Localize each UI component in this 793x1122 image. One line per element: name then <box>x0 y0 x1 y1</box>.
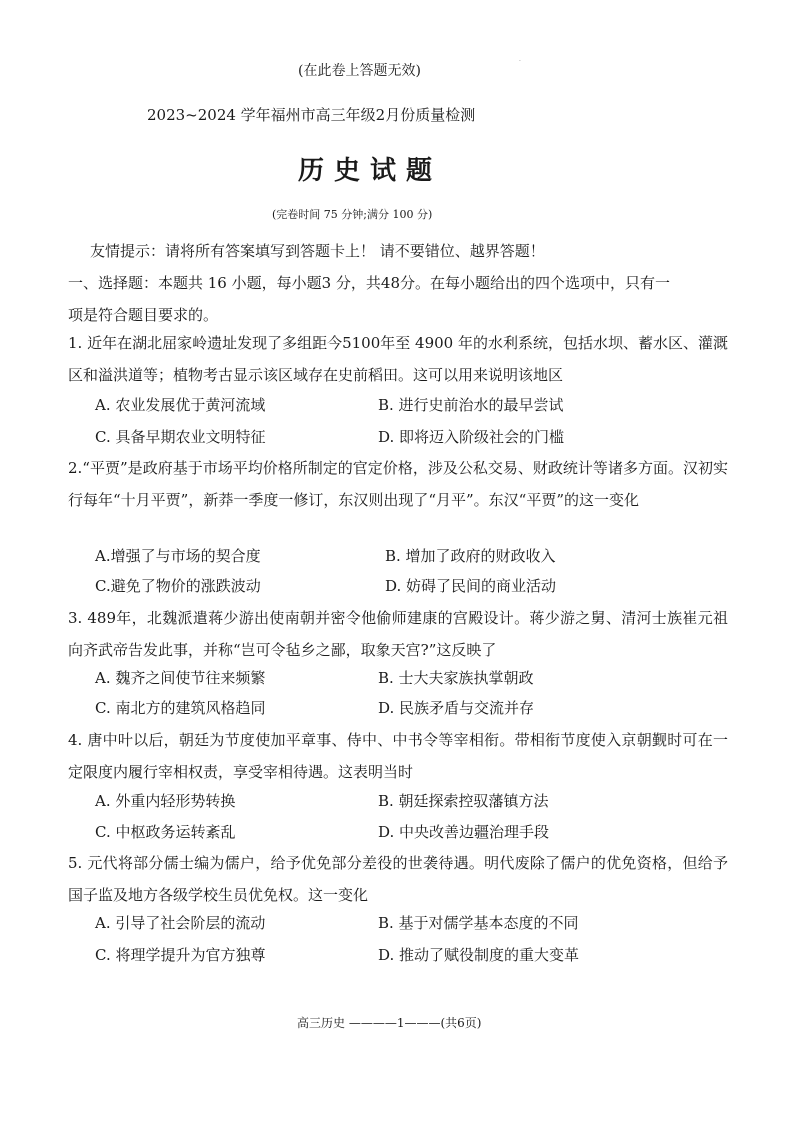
question-4-option-b: B. 朝廷探索控驭藩镇方法 <box>378 792 549 810</box>
instructions-line-1: 一、选择题：本题共 16 小题，每小题3 分，共48分。在每小题给出的四个选项中，只有一 <box>68 274 671 292</box>
exam-meta: (完卷时间 75 分钟;满分 100 分) <box>272 208 433 221</box>
question-1-option-d: D. 即将迈入阶级社会的门槛 <box>378 428 565 446</box>
question-1-option-a: A. 农业发展优于黄河流域 <box>95 396 266 414</box>
friendly-tip: 友情提示：请将所有答案填写到答题卡上！ 请不要错位、越界答题！ <box>90 242 545 260</box>
question-4-stem: 4. 唐中叶以后，朝廷为节度使加平章事、侍中、中书令等宰相衔。带相衔节度使入京朝觐时可在一定限度内履行宰相权责，享受宰相待遇。这表明当时 <box>68 731 728 781</box>
question-1-option-c: C. 具备早期农业文明特征 <box>95 428 266 446</box>
question-2-option-b: B. 增加了政府的财政收入 <box>385 547 556 565</box>
question-3-option-c: C. 南北方的建筑风格趋同 <box>95 699 266 717</box>
question-3-option-d: D. 民族矛盾与交流并存 <box>378 699 535 717</box>
question-4-option-d: D. 中央改善边疆治理手段 <box>378 823 550 841</box>
scan-speck: · <box>519 58 521 65</box>
question-2-stem: 2.“平贾”是政府基于市场平均价格所制定的官定价格，涉及公私交易、财政统计等诸多方面。汉初实行每年“十月平贾”，新莽一季度一修订，东汉则出现了“月平”。东汉“平贾”的这一变化 <box>68 459 728 509</box>
page-footer: 高三历史 ————1———(共6页) <box>297 1016 482 1030</box>
question-5-option-d: D. 推动了赋役制度的重大变革 <box>378 946 580 964</box>
question-4-option-a: A. 外重内轻形势转换 <box>95 792 236 810</box>
question-3-option-b: B. 士大夫家族执掌朝政 <box>378 669 534 687</box>
question-1-stem: 1. 近年在湖北屈家岭遗址发现了多组距今5100年至 4900 年的水利系统，包括水坝、蓄水区、灌溉区和溢洪道等；植物考古显示该区域存在史前稻田。这可以用来说明该地区 <box>68 334 728 384</box>
question-3-option-a: A. 魏齐之间使节往来频繁 <box>95 669 266 687</box>
question-2-option-a: A.增强了与市场的契合度 <box>95 547 261 565</box>
question-5-option-c: C. 将理学提升为官方独尊 <box>95 946 266 964</box>
question-5-option-b: B. 基于对儒学基本态度的不同 <box>378 914 579 932</box>
question-1-option-b: B. 进行史前治水的最早尝试 <box>378 396 564 414</box>
question-5-option-a: A. 引导了社会阶层的流动 <box>95 914 266 932</box>
question-2-option-d: D. 妨碍了民间的商业活动 <box>385 577 557 595</box>
exam-name: 2023~2024 学年福州市高三年级2月份质量检测 <box>147 106 476 124</box>
question-3-stem: 3. 489年，北魏派遣蒋少游出使南朝并密令他偷师建康的宫殿设计。蒋少游之舅、清河士族崔元祖向齐武帝告发此事，并称“岂可令毡乡之鄙，取象天宫?”这反映了 <box>68 609 728 659</box>
question-5-stem: 5. 元代将部分儒士编为儒户，给予优免部分差役的世袭待遇。明代废除了儒户的优免资格，但给予国子监及地方各级学校生员优免权。这一变化 <box>68 854 728 904</box>
answer-notice: (在此卷上答题无效) <box>298 63 421 79</box>
instructions-line-2: 项是符合题目要求的。 <box>68 306 219 324</box>
question-4-option-c: C. 中枢政务运转紊乱 <box>95 823 236 841</box>
section-instructions <box>68 267 728 331</box>
question-2-option-c: C.避免了物价的涨跌波动 <box>95 577 261 595</box>
page-title: 历史试题 <box>298 156 443 186</box>
